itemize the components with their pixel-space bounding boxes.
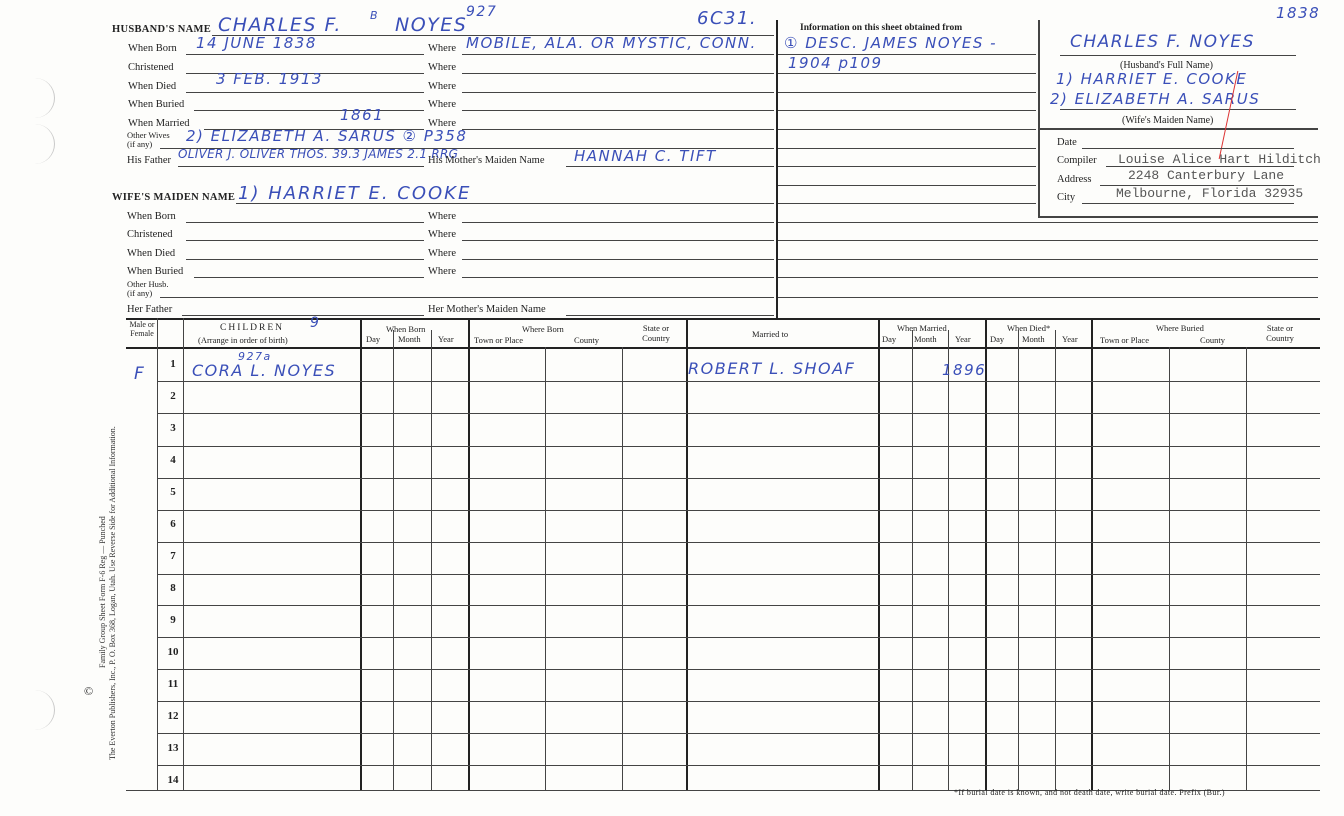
copyright-icon: ©	[84, 684, 94, 698]
row-number: 11	[167, 678, 179, 690]
compiler-label: Compiler	[1057, 155, 1097, 166]
husband-married-year: 1861	[340, 106, 385, 124]
married-year: Year	[955, 334, 971, 344]
info-heading: Information on this sheet obtained from	[800, 23, 963, 33]
when-died-header: When Died*	[1007, 323, 1051, 333]
children-header: CHILDREN	[220, 323, 285, 333]
husband-born-date: 14 JUNE 1838	[196, 34, 317, 52]
summary-wife-1: 1) HARRIET E. COOKE	[1056, 70, 1248, 88]
compiler-city-stamp: Melbourne, Florida 32935	[1116, 186, 1304, 201]
table-footnote: *If burial date is known, and not death date, write burial date. Prefix (Bur.)	[954, 788, 1225, 797]
born-month: Month	[398, 334, 421, 344]
row-number: 2	[170, 390, 176, 402]
husband-mother-value: HANNAH C. TIFT	[574, 147, 717, 165]
husband-mother-label: His Mother's Maiden Name	[428, 155, 545, 166]
row-number: 8	[170, 582, 176, 594]
info-line-2: 1904 p109	[788, 54, 883, 72]
where-label: Where	[428, 118, 456, 129]
husband-buried-label: When Buried	[128, 99, 185, 110]
other-wives-value: 2) ELIZABETH A. SARUS ② P358	[186, 127, 468, 145]
row-number: 1	[170, 358, 176, 370]
summary-wife-caption: (Wife's Maiden Name)	[1122, 115, 1214, 126]
summary-husband-name: CHARLES F. NOYES	[1070, 32, 1255, 52]
child-1-married-to: ROBERT L. SHOAF	[688, 359, 856, 378]
info-line-1: ① DESC. JAMES NOYES -	[784, 34, 998, 52]
born-year: Year	[438, 334, 454, 344]
husband-born-label: When Born	[128, 43, 177, 54]
where-buried-header: Where Buried	[1156, 323, 1204, 333]
row-number: 14	[167, 774, 179, 786]
wife-died-label: When Died	[127, 248, 176, 259]
where-label: Where	[428, 99, 456, 110]
husband-died-date: 3 FEB. 1913	[216, 70, 323, 88]
binder-hole	[30, 78, 55, 118]
row-number: 6	[170, 518, 176, 530]
wife-name: 1) HARRIET E. COOKE	[238, 183, 472, 204]
husband-father-label: His Father	[127, 155, 172, 166]
husband-heading: HUSBAND'S NAME	[112, 24, 212, 35]
husband-name: CHARLES F.	[218, 14, 342, 36]
children-subheader: (Arrange in order of birth)	[198, 335, 288, 345]
summary-wife-2: 2) ELIZABETH A. SARUS	[1050, 90, 1261, 108]
child-1-name: CORA L. NOYES	[192, 361, 337, 380]
side-text-publisher: The Everton Publishers, Inc., P. O. Box 368, Logan, Utah. Use Reverse Side for Additional Information.	[108, 426, 117, 760]
wife-mother-label: Her Mother's Maiden Name	[428, 304, 546, 315]
buried-county: County	[1200, 335, 1226, 345]
husband-id: 927	[466, 4, 498, 20]
row-number: 12	[167, 710, 179, 722]
child-1-married-year: 1896	[942, 361, 987, 379]
husband-name-insert: B	[370, 9, 380, 22]
binder-hole	[30, 124, 55, 164]
compiler-name-stamp: Louise Alice Hart Hilditch	[1118, 152, 1321, 167]
born-county: County	[574, 335, 600, 345]
sex-header: Male or Female	[129, 320, 155, 338]
child-1-id: 927a	[238, 350, 272, 363]
died-day: Day	[990, 334, 1005, 344]
married-to-header: Married to	[752, 329, 789, 339]
where-label: Where	[428, 229, 456, 240]
husband-father-value: OLIVER J. OLIVER THOS. 39.3 JAMES 2.1 RRG	[178, 147, 459, 161]
wife-buried-label: When Buried	[127, 266, 184, 277]
where-label: Where	[428, 248, 456, 259]
other-husb-label: Other Husb.	[127, 279, 169, 289]
died-month: Month	[1022, 334, 1045, 344]
compiler-address-label: Address	[1057, 174, 1092, 185]
row-number: 4	[170, 454, 176, 466]
row-number: 7	[170, 550, 176, 562]
children-count: 9	[310, 315, 321, 331]
wife-heading: WIFE'S MAIDEN NAME	[112, 192, 236, 203]
born-day: Day	[366, 334, 381, 344]
married-day: Day	[882, 334, 897, 344]
married-month: Month	[914, 334, 937, 344]
row-number: 9	[170, 614, 176, 626]
row-number: 5	[170, 486, 176, 498]
other-wives-if-any: (if any)	[127, 139, 153, 149]
husband-married-label: When Married	[128, 118, 190, 129]
row-number: 13	[167, 742, 179, 754]
husband-born-place: MOBILE, ALA. OR MYSTIC, CONN.	[466, 34, 757, 52]
compiler-city-label: City	[1057, 192, 1076, 203]
wife-father-label: Her Father	[127, 304, 173, 315]
husband-surname: NOYES	[395, 14, 468, 36]
where-label: Where	[428, 211, 456, 222]
where-label: Where	[428, 266, 456, 277]
died-year: Year	[1062, 334, 1078, 344]
other-husb-if-any: (if any)	[127, 288, 153, 298]
born-header: When Born	[386, 324, 426, 334]
buried-state: State or Country	[1266, 323, 1294, 343]
born-town: Town or Place	[474, 335, 523, 345]
compiler-date-label: Date	[1057, 137, 1077, 148]
side-text-form: Family Group Sheet Form F-6 Reg — Punched	[98, 516, 107, 668]
binder-hole	[30, 690, 55, 730]
husband-ref: 6C31.	[697, 8, 758, 29]
where-label: Where	[428, 62, 456, 73]
other-wives-label: Other Wives	[127, 130, 170, 140]
child-1-sex: F	[134, 364, 146, 384]
summary-husband-caption: (Husband's Full Name)	[1120, 60, 1213, 71]
row-number: 10	[167, 646, 179, 658]
where-label: Where	[428, 43, 456, 54]
husband-christened-label: Christened	[128, 62, 174, 73]
where-born-header: Where Born	[522, 324, 564, 334]
summary-corner-year: 1838	[1276, 4, 1321, 22]
where-label: Where	[428, 81, 456, 92]
when-married-header: When Married	[897, 323, 947, 333]
wife-christened-label: Christened	[127, 229, 173, 240]
buried-town: Town or Place	[1100, 335, 1149, 345]
compiler-address-stamp: 2248 Canterbury Lane	[1128, 168, 1285, 183]
husband-died-label: When Died	[128, 81, 177, 92]
row-number: 3	[170, 422, 176, 434]
born-state: State or Country	[642, 323, 670, 343]
wife-born-label: When Born	[127, 211, 176, 222]
